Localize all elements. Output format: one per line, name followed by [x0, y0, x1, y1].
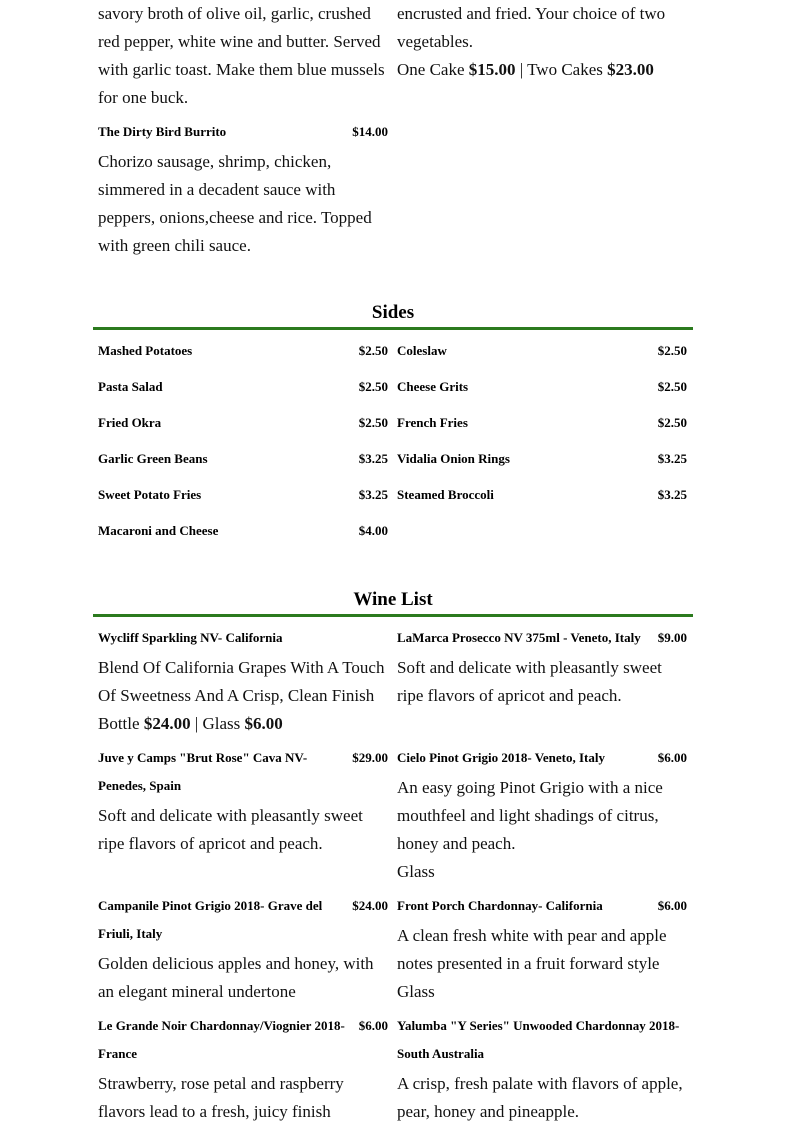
item-price: $2.50 — [358, 379, 388, 394]
wine-price-line — [98, 710, 388, 738]
item-name: Juve y Camps "Brut Rose" Cava NV- Penedes, Spain — [98, 750, 308, 793]
side-item — [397, 373, 687, 401]
wine-description: Strawberry, rose petal and raspberry flavors lead to a fresh, juicy finish — [98, 1074, 344, 1121]
item-name: Vidalia Onion Rings — [397, 451, 510, 466]
wine-item-header — [397, 624, 687, 652]
wine-serving-note: Glass — [397, 862, 435, 881]
burrito-description: Chorizo sausage, shrimp, chicken, simmered in a decadent sauce with peppers, onions,cheese and rice. Topped with green chili sauce. — [98, 152, 372, 255]
wine-serving-note: Glass — [397, 982, 435, 1001]
side-item — [98, 373, 388, 401]
wine-description: An easy going Pinot Grigio with a nice mouthfeel and light shadings of citrus, honey and peach. — [397, 778, 663, 853]
crab-cakes-price-line — [397, 56, 687, 84]
bottle-label: Bottle — [98, 714, 144, 733]
crab-cakes-description: encrusted and fried. Your choice of two vegetables. — [397, 4, 666, 51]
wine-description: A crisp, fresh palate with flavors of apple, pear, honey and pineapple. — [397, 1074, 683, 1121]
item-name: Mashed Potatoes — [98, 343, 193, 358]
item-name: Garlic Green Beans — [98, 451, 208, 466]
item-name: Le Grande Noir Chardonnay/Viognier 2018- France — [98, 1018, 345, 1061]
wine-description: Soft and delicate with pleasantly sweet ripe flavors of apricot and peach. — [98, 806, 363, 853]
side-item — [98, 445, 388, 473]
item-name: Pasta Salad — [98, 379, 163, 394]
item-name: French Fries — [397, 415, 468, 430]
one-cake-price: $15.00 — [468, 60, 516, 79]
item-name: Wycliff Sparkling NV- California — [98, 630, 283, 645]
wine-item-header — [98, 892, 388, 948]
wine-description: Soft and delicate with pleasantly sweet ripe flavors of apricot and peach. — [397, 658, 662, 705]
section-divider — [93, 614, 693, 617]
wine-description: Golden delicious apples and honey, with an elegant mineral undertone — [98, 954, 374, 1001]
section-title-wine-list: Wine List — [353, 589, 433, 610]
item-name: Yalumba "Y Series" Unwooded Chardonnay 2018- South Australia — [397, 1018, 680, 1061]
item-name: Cielo Pinot Grigio 2018- Veneto, Italy — [397, 750, 605, 765]
side-item — [397, 337, 687, 365]
wine-item-header — [397, 1012, 687, 1068]
side-item — [397, 481, 687, 509]
item-price: $3.25 — [657, 487, 687, 502]
wine-description: Blend Of California Grapes With A Touch Of Sweetness And A Crisp, Clean Finish — [98, 658, 385, 705]
bottle-price: $24.00 — [143, 714, 191, 733]
side-item — [98, 337, 388, 365]
item-price: $3.25 — [358, 451, 388, 466]
section-divider — [93, 327, 693, 330]
two-cakes-price: $23.00 — [607, 60, 654, 79]
menu-item-burrito — [98, 118, 388, 146]
item-name: LaMarca Prosecco NV 375ml - Veneto, Italy — [397, 630, 641, 645]
side-item — [98, 481, 388, 509]
item-name: Campanile Pinot Grigio 2018- Grave del Friuli, Italy — [98, 898, 323, 941]
item-name: Coleslaw — [397, 343, 447, 358]
wine-description: A clean fresh white with pear and apple notes presented in a fruit forward style — [397, 926, 667, 973]
section-title-sides: Sides — [371, 302, 415, 323]
wine-item-header — [397, 744, 687, 772]
item-name: Front Porch Chardonnay- California — [397, 898, 603, 913]
side-item — [397, 409, 687, 437]
one-cake-label: One Cake — [397, 60, 469, 79]
item-price: $2.50 — [358, 343, 388, 358]
side-item — [98, 409, 388, 437]
item-name: Fried Okra — [98, 415, 162, 430]
item-name: Macaroni and Cheese — [98, 523, 219, 538]
item-price: $29.00 — [352, 750, 388, 765]
item-price: $24.00 — [352, 898, 388, 913]
item-name: The Dirty Bird Burrito — [98, 124, 227, 139]
side-item — [98, 517, 388, 545]
item-price: $4.00 — [358, 523, 388, 538]
item-price: $9.00 — [657, 630, 687, 645]
glass-price: $6.00 — [244, 714, 283, 733]
item-name: Sweet Potato Fries — [98, 487, 202, 502]
wine-item-header — [98, 744, 388, 800]
glass-label: | Glass — [190, 714, 245, 733]
item-price: $6.00 — [657, 750, 687, 765]
item-name: Cheese Grits — [397, 379, 469, 394]
wine-item-header — [98, 624, 388, 652]
item-name: Steamed Broccoli — [397, 487, 494, 502]
item-price: $2.50 — [657, 379, 687, 394]
mussels-description: savory broth of olive oil, garlic, crushed red pepper, white wine and butter. Served with garlic toast. Make them blue mussels for one buck. — [98, 4, 385, 107]
wine-item-header — [397, 892, 687, 920]
two-cakes-label: | Two Cakes — [515, 60, 608, 79]
item-price: $3.25 — [358, 487, 388, 502]
wine-item-header — [98, 1012, 388, 1068]
item-price: $2.50 — [657, 415, 687, 430]
item-price: $14.00 — [352, 124, 388, 139]
item-price: $6.00 — [657, 898, 687, 913]
side-item — [397, 445, 687, 473]
item-price: $2.50 — [657, 343, 687, 358]
item-price: $6.00 — [358, 1018, 388, 1033]
item-price: $2.50 — [358, 415, 388, 430]
item-price: $3.25 — [657, 451, 687, 466]
